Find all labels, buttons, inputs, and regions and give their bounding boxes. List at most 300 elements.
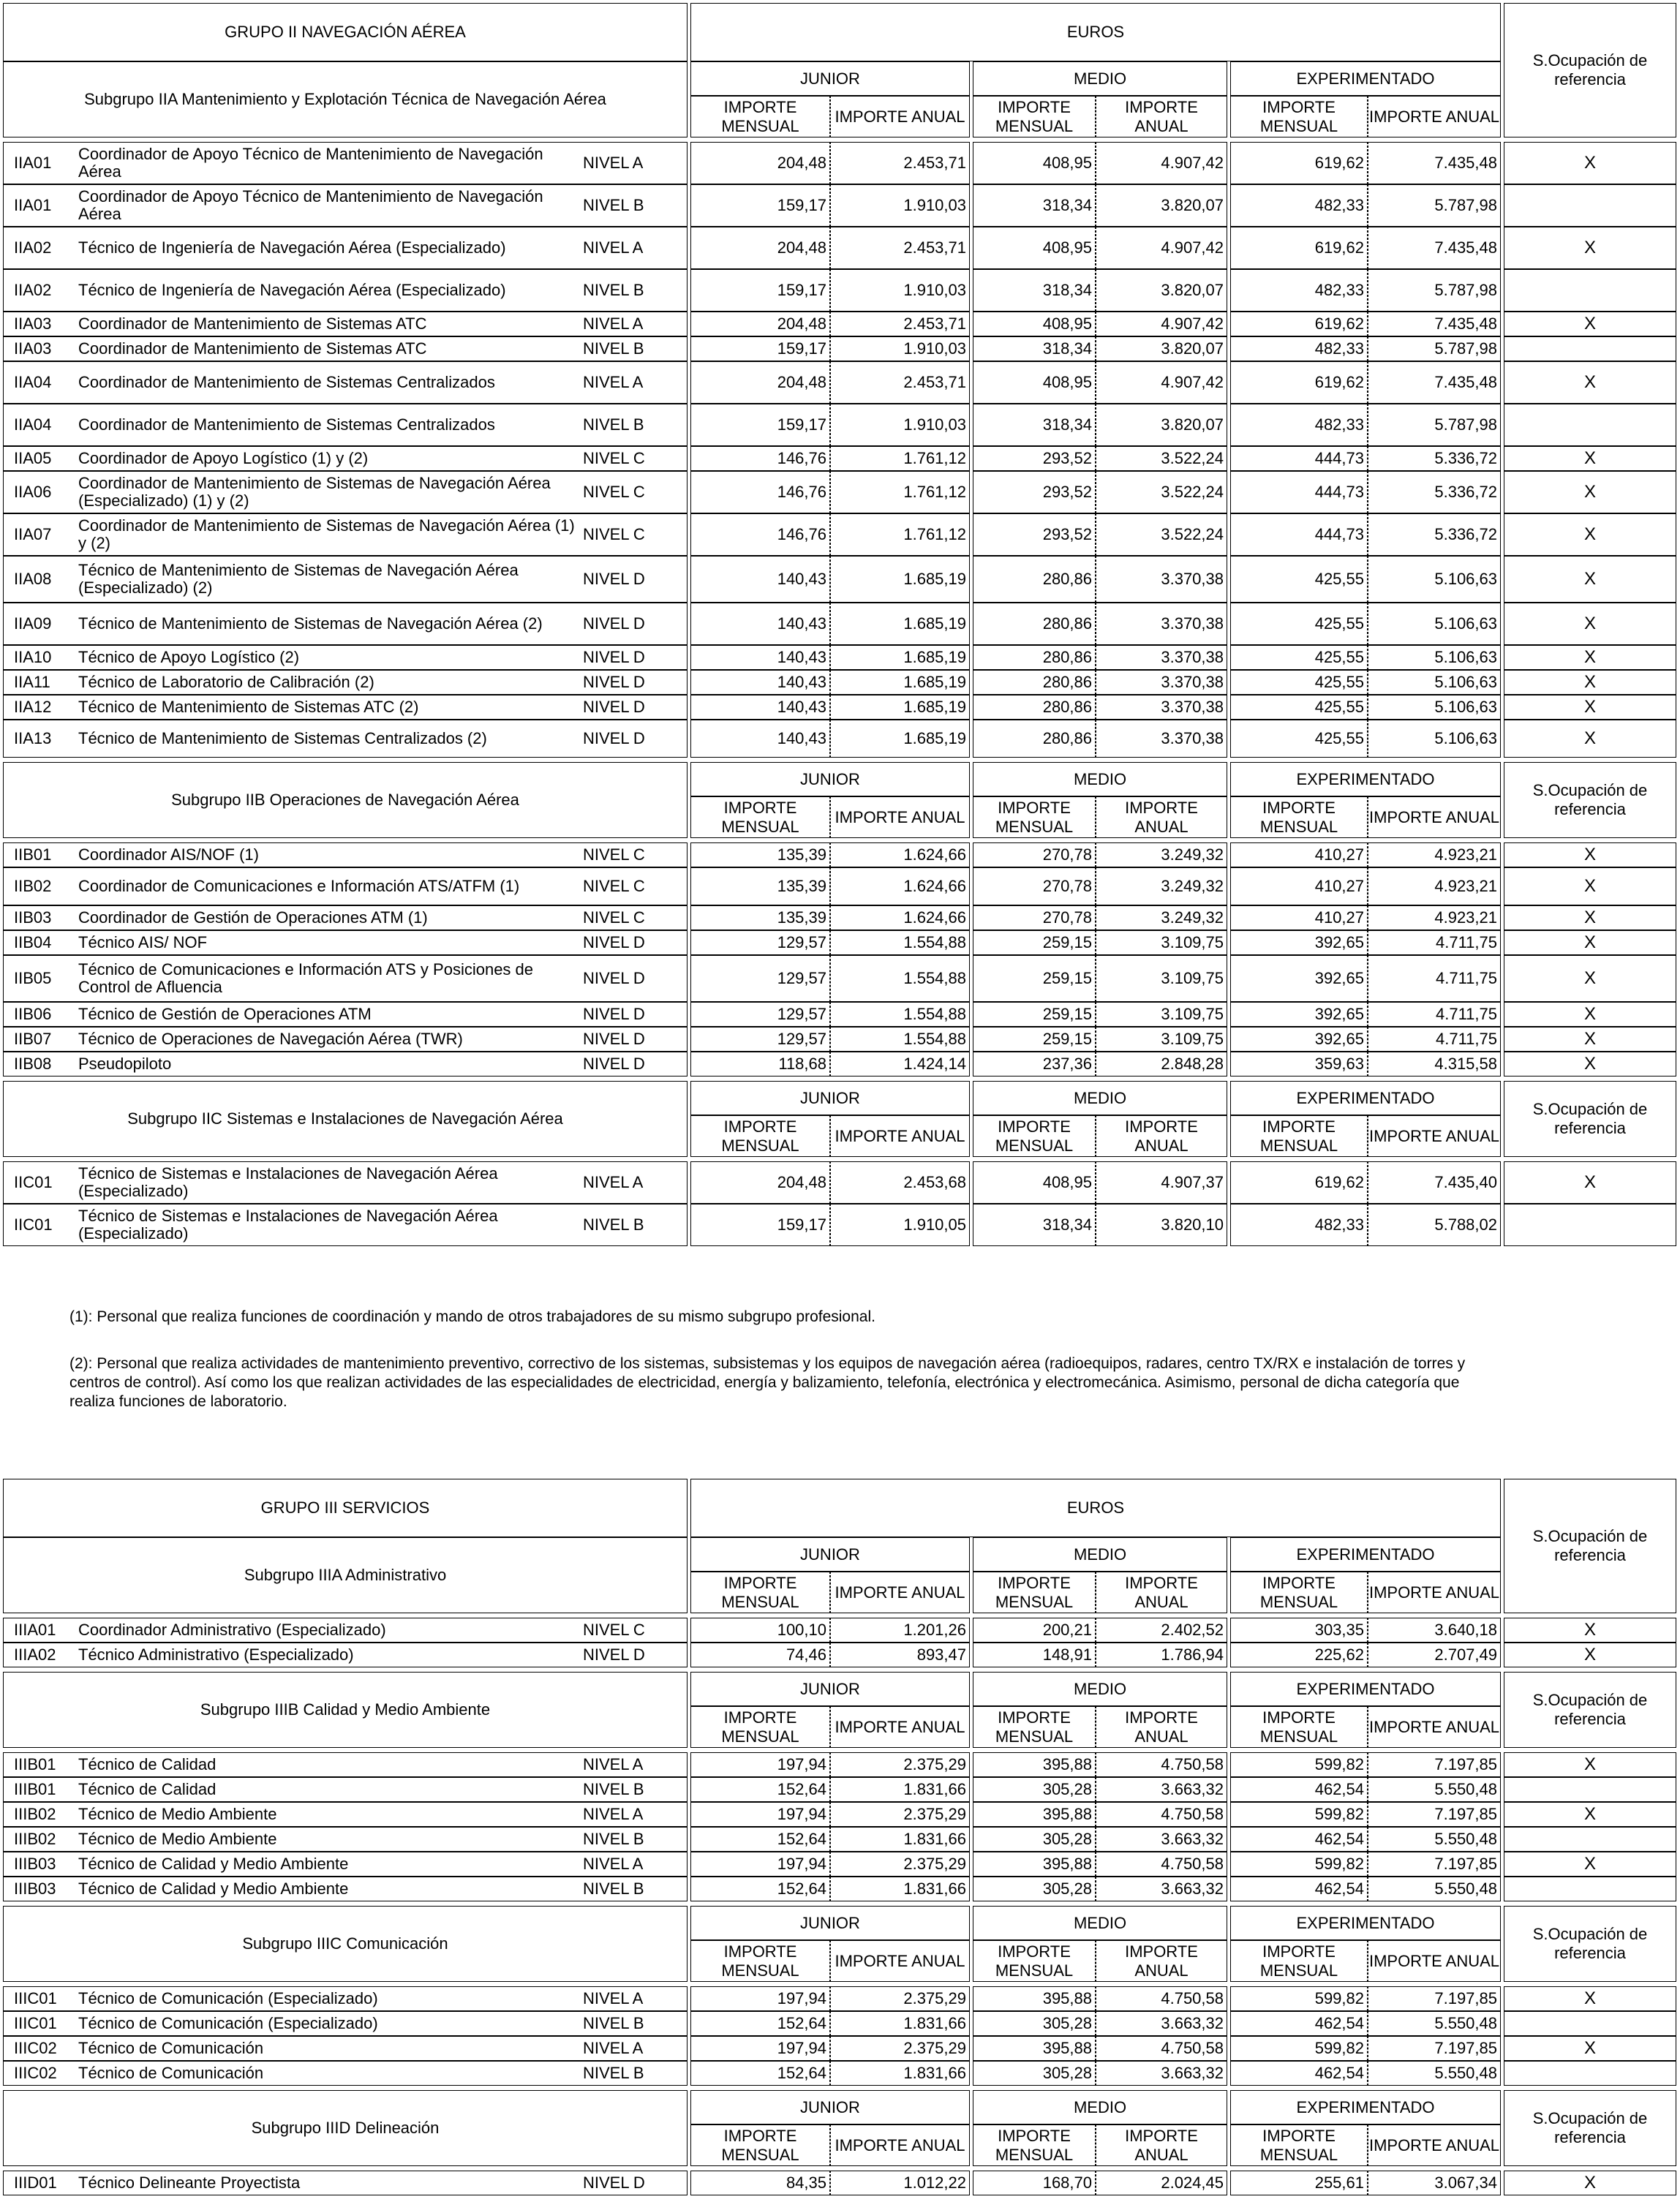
importe-anual-header: IMPORTE ANUAL bbox=[1368, 2124, 1501, 2166]
exp-mensual-value: 255,61 bbox=[1230, 2171, 1368, 2195]
junior-header: JUNIOR bbox=[690, 1537, 970, 1572]
footnote-2: (2): Personal que realiza actividades de mantenimiento preventivo, correctivo de los sistemas, subsistemas y los equipos de navegación aérea (radioequipos, radares, centro TX/RX e instalación de torres y centros de control). Así como los que realizan actividades de las especialidades de electricidad, energía y balizamiento, telefonía, electrónica y electromecánica. Asimismo, personal de dicha categoría que realiza funciones de laboratorio. bbox=[69, 1355, 1466, 1410]
junior-mensual-value: 152,64 bbox=[690, 1827, 830, 1852]
junior-anual-value: 1.685,19 bbox=[830, 645, 970, 670]
exp-anual-value: 4.711,75 bbox=[1368, 930, 1501, 955]
row-code: IIB08 bbox=[14, 1055, 52, 1073]
row-nivel: NIVEL A bbox=[583, 314, 644, 333]
importe-anual-header: IMPORTE ANUAL bbox=[1368, 1940, 1501, 1982]
junior-mensual-value: 146,76 bbox=[690, 446, 830, 471]
ocupacion-mark bbox=[1504, 404, 1676, 446]
row-description-cell bbox=[3, 361, 688, 404]
row-description-cell bbox=[3, 471, 688, 513]
junior-mensual-value: 118,68 bbox=[690, 1052, 830, 1077]
medio-anual-value: 4.907,42 bbox=[1096, 312, 1227, 336]
junior-anual-value: 2.375,29 bbox=[830, 1802, 970, 1827]
row-description-cell bbox=[3, 2171, 688, 2195]
junior-anual-value: 893,47 bbox=[830, 1643, 970, 1667]
exp-mensual-value: 425,55 bbox=[1230, 603, 1368, 645]
junior-anual-value: 1.910,03 bbox=[830, 269, 970, 312]
row-description: Técnico de Laboratorio de Calibración (2) bbox=[78, 673, 374, 691]
medio-anual-value: 3.820,07 bbox=[1096, 184, 1227, 227]
junior-anual-value: 1.554,88 bbox=[830, 1027, 970, 1052]
table-row bbox=[3, 720, 1676, 758]
row-description-cell bbox=[3, 404, 688, 446]
medio-anual-value: 3.249,32 bbox=[1096, 905, 1227, 930]
ocupacion-mark: X bbox=[1504, 603, 1676, 645]
medio-anual-value: 4.750,58 bbox=[1096, 1802, 1227, 1827]
medio-mensual-value: 280,86 bbox=[973, 603, 1096, 645]
ocupacion-mark: X bbox=[1504, 1802, 1676, 1827]
medio-mensual-value: 168,70 bbox=[973, 2171, 1096, 2195]
row-description: Técnico de Mantenimiento de Sistemas ATC (2) bbox=[78, 698, 419, 716]
row-nivel: NIVEL C bbox=[583, 877, 645, 895]
experimentado-header: EXPERIMENTADO bbox=[1230, 2090, 1501, 2124]
medio-mensual-value: 305,28 bbox=[973, 1777, 1096, 1802]
medio-anual-value: 4.750,58 bbox=[1096, 2036, 1227, 2061]
row-description: Técnico de Medio Ambiente bbox=[78, 1830, 277, 1848]
importe-anual-header: IMPORTE ANUAL bbox=[1096, 96, 1227, 137]
junior-mensual-value: 204,48 bbox=[690, 312, 830, 336]
row-description: Coordinador Administrativo (Especializado) bbox=[78, 1621, 386, 1639]
importe-mensual-header: IMPORTE MENSUAL bbox=[1230, 2124, 1368, 2166]
exp-mensual-value: 225,62 bbox=[1230, 1643, 1368, 1667]
table-row bbox=[3, 2011, 1676, 2036]
importe-mensual-header: IMPORTE MENSUAL bbox=[973, 2124, 1096, 2166]
exp-mensual-value: 462,54 bbox=[1230, 2061, 1368, 2086]
experimentado-header: EXPERIMENTADO bbox=[1230, 1906, 1501, 1940]
row-nivel: NIVEL C bbox=[583, 845, 645, 864]
ocupacion-mark bbox=[1504, 2011, 1676, 2036]
row-code: IIIB01 bbox=[14, 1755, 56, 1773]
row-description: Técnico de Sistemas e Instalaciones de Navegación Aérea (Especializado) bbox=[78, 1207, 498, 1243]
ocupacion-mark: X bbox=[1504, 720, 1676, 758]
importe-anual-header: IMPORTE ANUAL bbox=[1096, 1706, 1227, 1748]
row-code: IIA04 bbox=[14, 415, 52, 434]
table-row bbox=[3, 336, 1676, 361]
table-row bbox=[3, 184, 1676, 227]
exp-anual-value: 5.106,63 bbox=[1368, 645, 1501, 670]
table-row bbox=[3, 867, 1676, 905]
junior-mensual-value: 146,76 bbox=[690, 471, 830, 513]
row-nivel: NIVEL D bbox=[583, 969, 645, 987]
medio-mensual-value: 408,95 bbox=[973, 1161, 1096, 1204]
row-description-cell bbox=[3, 227, 688, 269]
ocupacion-header: S.Ocupación de referencia bbox=[1504, 762, 1676, 838]
row-code: IIA05 bbox=[14, 449, 52, 467]
medio-anual-value: 3.370,38 bbox=[1096, 695, 1227, 720]
ocupacion-header: S.Ocupación de referencia bbox=[1504, 2090, 1676, 2166]
row-description: Coordinador de Apoyo Técnico de Mantenimiento de Navegación Aérea bbox=[78, 145, 543, 181]
medio-anual-value: 4.750,58 bbox=[1096, 1752, 1227, 1777]
exp-anual-value: 5.550,48 bbox=[1368, 2061, 1501, 2086]
importe-anual-header: IMPORTE ANUAL bbox=[1096, 1940, 1227, 1982]
row-nivel: NIVEL D bbox=[583, 1645, 645, 1664]
euros-header: EUROS bbox=[690, 3, 1501, 61]
row-nivel: NIVEL D bbox=[583, 673, 645, 691]
medio-anual-value: 3.249,32 bbox=[1096, 842, 1227, 867]
junior-mensual-value: 140,43 bbox=[690, 603, 830, 645]
medio-header: MEDIO bbox=[973, 1906, 1227, 1940]
ocupacion-mark: X bbox=[1504, 361, 1676, 404]
table-row bbox=[3, 670, 1676, 695]
exp-mensual-value: 619,62 bbox=[1230, 361, 1368, 404]
medio-mensual-value: 305,28 bbox=[973, 1827, 1096, 1852]
exp-anual-value: 7.197,85 bbox=[1368, 1802, 1501, 1827]
row-description-cell bbox=[3, 142, 688, 184]
medio-anual-value: 4.750,58 bbox=[1096, 1852, 1227, 1877]
row-nivel: NIVEL B bbox=[583, 2064, 644, 2082]
junior-anual-value: 1.554,88 bbox=[830, 1002, 970, 1027]
row-description-cell bbox=[3, 556, 688, 603]
medio-mensual-value: 280,86 bbox=[973, 556, 1096, 603]
row-nivel: NIVEL D bbox=[583, 933, 645, 951]
row-description-cell bbox=[3, 842, 688, 867]
row-nivel: NIVEL B bbox=[583, 1830, 644, 1848]
medio-anual-value: 3.370,38 bbox=[1096, 645, 1227, 670]
medio-mensual-value: 395,88 bbox=[973, 1752, 1096, 1777]
junior-mensual-value: 204,48 bbox=[690, 361, 830, 404]
table-row bbox=[3, 1877, 1676, 1901]
ocupacion-mark: X bbox=[1504, 2171, 1676, 2195]
ocupacion-mark: X bbox=[1504, 471, 1676, 513]
importe-mensual-header: IMPORTE MENSUAL bbox=[690, 1706, 830, 1748]
junior-anual-value: 1.554,88 bbox=[830, 930, 970, 955]
row-description: Coordinador de Mantenimiento de Sistemas Centralizados bbox=[78, 415, 495, 434]
table-row bbox=[3, 1802, 1676, 1827]
junior-mensual-value: 197,94 bbox=[690, 1986, 830, 2011]
medio-anual-value: 3.522,24 bbox=[1096, 471, 1227, 513]
medio-mensual-value: 408,95 bbox=[973, 142, 1096, 184]
row-code: IIA01 bbox=[14, 154, 52, 172]
medio-anual-value: 3.522,24 bbox=[1096, 513, 1227, 556]
exp-anual-value: 7.197,85 bbox=[1368, 1852, 1501, 1877]
row-nivel: NIVEL B bbox=[583, 1215, 644, 1234]
row-code: IIA01 bbox=[14, 196, 52, 214]
junior-anual-value: 1.761,12 bbox=[830, 446, 970, 471]
junior-mensual-value: 129,57 bbox=[690, 1027, 830, 1052]
junior-mensual-value: 159,17 bbox=[690, 404, 830, 446]
row-description-cell bbox=[3, 720, 688, 758]
junior-anual-value: 1.624,66 bbox=[830, 905, 970, 930]
exp-anual-value: 7.435,40 bbox=[1368, 1161, 1501, 1204]
medio-anual-value: 2.024,45 bbox=[1096, 2171, 1227, 2195]
junior-anual-value: 1.685,19 bbox=[830, 695, 970, 720]
table-row bbox=[3, 312, 1676, 336]
medio-anual-value: 3.109,75 bbox=[1096, 1027, 1227, 1052]
exp-anual-value: 4.315,58 bbox=[1368, 1052, 1501, 1077]
exp-anual-value: 5.787,98 bbox=[1368, 336, 1501, 361]
junior-mensual-value: 159,17 bbox=[690, 184, 830, 227]
exp-mensual-value: 462,54 bbox=[1230, 1877, 1368, 1901]
junior-mensual-value: 140,43 bbox=[690, 720, 830, 758]
table-row bbox=[3, 1002, 1676, 1027]
row-description-cell bbox=[3, 2061, 688, 2086]
ocupacion-mark: X bbox=[1504, 1161, 1676, 1204]
row-nivel: NIVEL D bbox=[583, 729, 645, 747]
importe-mensual-header: IMPORTE MENSUAL bbox=[690, 2124, 830, 2166]
ocupacion-mark: X bbox=[1504, 1052, 1676, 1077]
junior-anual-value: 1.624,66 bbox=[830, 867, 970, 905]
row-nivel: NIVEL D bbox=[583, 1030, 645, 1048]
table-row bbox=[3, 955, 1676, 1002]
medio-mensual-value: 305,28 bbox=[973, 2061, 1096, 2086]
junior-mensual-value: 140,43 bbox=[690, 695, 830, 720]
importe-anual-header: IMPORTE ANUAL bbox=[830, 796, 970, 838]
medio-header: MEDIO bbox=[973, 1081, 1227, 1115]
row-description: Técnico de Mantenimiento de Sistemas Centralizados (2) bbox=[78, 729, 487, 747]
table-row bbox=[3, 1027, 1676, 1052]
row-code: IIA02 bbox=[14, 281, 52, 299]
importe-anual-header: IMPORTE ANUAL bbox=[830, 1706, 970, 1748]
importe-anual-header: IMPORTE ANUAL bbox=[1096, 1572, 1227, 1613]
importe-mensual-header: IMPORTE MENSUAL bbox=[973, 796, 1096, 838]
row-description: Técnico de Calidad bbox=[78, 1755, 216, 1773]
row-nivel: NIVEL A bbox=[583, 1173, 644, 1191]
ocupacion-mark: X bbox=[1504, 1643, 1676, 1667]
importe-mensual-header: IMPORTE MENSUAL bbox=[690, 796, 830, 838]
row-code: IIIC01 bbox=[14, 2014, 57, 2032]
row-code: IIA08 bbox=[14, 570, 52, 588]
junior-mensual-value: 100,10 bbox=[690, 1618, 830, 1643]
experimentado-header: EXPERIMENTADO bbox=[1230, 61, 1501, 96]
medio-mensual-value: 280,86 bbox=[973, 695, 1096, 720]
exp-mensual-value: 599,82 bbox=[1230, 1752, 1368, 1777]
footnotes bbox=[69, 1308, 1503, 1439]
exp-anual-value: 5.106,63 bbox=[1368, 670, 1501, 695]
junior-anual-value: 2.375,29 bbox=[830, 1852, 970, 1877]
junior-mensual-value: 146,76 bbox=[690, 513, 830, 556]
medio-header: MEDIO bbox=[973, 762, 1227, 796]
row-code: IIB01 bbox=[14, 845, 52, 864]
row-code: IIB07 bbox=[14, 1030, 52, 1048]
row-code: IIIA01 bbox=[14, 1621, 56, 1639]
medio-anual-value: 3.820,07 bbox=[1096, 269, 1227, 312]
medio-mensual-value: 280,86 bbox=[973, 645, 1096, 670]
row-description: Técnico de Medio Ambiente bbox=[78, 1805, 277, 1823]
ocupacion-mark: X bbox=[1504, 955, 1676, 1002]
row-description: Técnico de Apoyo Logístico (2) bbox=[78, 648, 300, 666]
row-nivel: NIVEL A bbox=[583, 1805, 644, 1823]
junior-mensual-value: 129,57 bbox=[690, 955, 830, 1002]
table-row bbox=[3, 1986, 1676, 2011]
junior-mensual-value: 152,64 bbox=[690, 2011, 830, 2036]
exp-anual-value: 5.550,48 bbox=[1368, 1777, 1501, 1802]
junior-anual-value: 1.910,03 bbox=[830, 336, 970, 361]
exp-mensual-value: 599,82 bbox=[1230, 2036, 1368, 2061]
importe-anual-header: IMPORTE ANUAL bbox=[1368, 796, 1501, 838]
subgroup-title: Subgrupo IIC Sistemas e Instalaciones de Navegación Aérea bbox=[3, 1081, 688, 1157]
row-nivel: NIVEL B bbox=[583, 196, 644, 214]
medio-header: MEDIO bbox=[973, 2090, 1227, 2124]
exp-anual-value: 5.106,63 bbox=[1368, 556, 1501, 603]
exp-mensual-value: 444,73 bbox=[1230, 446, 1368, 471]
junior-mensual-value: 140,43 bbox=[690, 670, 830, 695]
row-description: Técnico de Calidad bbox=[78, 1780, 216, 1798]
row-code: IIC01 bbox=[14, 1173, 53, 1191]
row-description-cell bbox=[3, 1002, 688, 1027]
exp-mensual-value: 444,73 bbox=[1230, 513, 1368, 556]
medio-anual-value: 3.370,38 bbox=[1096, 603, 1227, 645]
junior-anual-value: 1.831,66 bbox=[830, 1777, 970, 1802]
medio-anual-value: 3.522,24 bbox=[1096, 446, 1227, 471]
row-code: IIIB02 bbox=[14, 1805, 56, 1823]
group-title: GRUPO II NAVEGACIÓN AÉREA bbox=[3, 3, 688, 61]
row-code: IIA03 bbox=[14, 314, 52, 333]
medio-mensual-value: 408,95 bbox=[973, 361, 1096, 404]
importe-mensual-header: IMPORTE MENSUAL bbox=[973, 1940, 1096, 1982]
junior-mensual-value: 135,39 bbox=[690, 842, 830, 867]
medio-header: MEDIO bbox=[973, 1537, 1227, 1572]
junior-anual-value: 1.910,03 bbox=[830, 404, 970, 446]
importe-mensual-header: IMPORTE MENSUAL bbox=[690, 1940, 830, 1982]
medio-header: MEDIO bbox=[973, 61, 1227, 96]
ocupacion-mark: X bbox=[1504, 1852, 1676, 1877]
row-nivel: NIVEL B bbox=[583, 1780, 644, 1798]
row-description-cell bbox=[3, 930, 688, 955]
table-row bbox=[3, 842, 1676, 867]
medio-anual-value: 3.820,07 bbox=[1096, 336, 1227, 361]
exp-anual-value: 5.106,63 bbox=[1368, 720, 1501, 758]
exp-mensual-value: 599,82 bbox=[1230, 1802, 1368, 1827]
exp-mensual-value: 410,27 bbox=[1230, 905, 1368, 930]
ocupacion-mark: X bbox=[1504, 645, 1676, 670]
medio-mensual-value: 318,34 bbox=[973, 1204, 1096, 1246]
row-description: Coordinador de Gestión de Operaciones ATM (1) bbox=[78, 908, 428, 927]
medio-mensual-value: 305,28 bbox=[973, 1877, 1096, 1901]
exp-anual-value: 5.787,98 bbox=[1368, 269, 1501, 312]
table-row bbox=[3, 513, 1676, 556]
footnote-1: (1): Personal que realiza funciones de coordinación y mando de otros trabajadores de su mismo subgrupo profesional. bbox=[69, 1308, 875, 1325]
row-nivel: NIVEL B bbox=[583, 1879, 644, 1898]
row-code: IIB02 bbox=[14, 877, 52, 895]
exp-anual-value: 4.711,75 bbox=[1368, 1002, 1501, 1027]
exp-anual-value: 5.336,72 bbox=[1368, 446, 1501, 471]
medio-anual-value: 3.249,32 bbox=[1096, 867, 1227, 905]
table-row bbox=[3, 361, 1676, 404]
medio-mensual-value: 270,78 bbox=[973, 842, 1096, 867]
medio-mensual-value: 280,86 bbox=[973, 720, 1096, 758]
medio-anual-value: 3.663,32 bbox=[1096, 1877, 1227, 1901]
subgroup-title: Subgrupo IIID Delineación bbox=[3, 2090, 688, 2166]
medio-mensual-value: 318,34 bbox=[973, 404, 1096, 446]
row-nivel: NIVEL D bbox=[583, 570, 645, 588]
importe-anual-header: IMPORTE ANUAL bbox=[1368, 96, 1501, 137]
row-description-cell bbox=[3, 1204, 688, 1246]
medio-mensual-value: 408,95 bbox=[973, 312, 1096, 336]
exp-mensual-value: 425,55 bbox=[1230, 695, 1368, 720]
medio-header: MEDIO bbox=[973, 1672, 1227, 1706]
row-code: IIIA02 bbox=[14, 1645, 56, 1664]
row-description: Coordinador de Mantenimiento de Sistemas de Navegación Aérea (Especializado) (1) y (2) bbox=[78, 474, 551, 510]
junior-mensual-value: 152,64 bbox=[690, 1877, 830, 1901]
medio-anual-value: 3.109,75 bbox=[1096, 930, 1227, 955]
row-description-cell bbox=[3, 513, 688, 556]
row-code: IIA10 bbox=[14, 648, 52, 666]
grupo-iii-table bbox=[3, 1479, 1676, 2195]
table-row bbox=[3, 1052, 1676, 1077]
ocupacion-mark bbox=[1504, 269, 1676, 312]
row-description: Técnico Delineante Proyectista bbox=[78, 2173, 301, 2192]
importe-mensual-header: IMPORTE MENSUAL bbox=[690, 1115, 830, 1157]
medio-anual-value: 3.109,75 bbox=[1096, 1002, 1227, 1027]
row-code: IIA02 bbox=[14, 238, 52, 257]
medio-anual-value: 3.370,38 bbox=[1096, 556, 1227, 603]
exp-mensual-value: 482,33 bbox=[1230, 269, 1368, 312]
ocupacion-mark bbox=[1504, 1827, 1676, 1852]
ocupacion-mark: X bbox=[1504, 930, 1676, 955]
exp-mensual-value: 425,55 bbox=[1230, 720, 1368, 758]
medio-anual-value: 3.663,32 bbox=[1096, 1777, 1227, 1802]
row-nivel: NIVEL C bbox=[583, 483, 645, 501]
exp-anual-value: 4.923,21 bbox=[1368, 842, 1501, 867]
row-description: Técnico de Sistemas e Instalaciones de Navegación Aérea (Especializado) bbox=[78, 1164, 498, 1200]
row-description-cell bbox=[3, 1643, 688, 1667]
ocupacion-mark: X bbox=[1504, 905, 1676, 930]
row-description-cell bbox=[3, 336, 688, 361]
importe-anual-header: IMPORTE ANUAL bbox=[1096, 1115, 1227, 1157]
medio-mensual-value: 293,52 bbox=[973, 471, 1096, 513]
ocupacion-mark: X bbox=[1504, 312, 1676, 336]
experimentado-header: EXPERIMENTADO bbox=[1230, 1537, 1501, 1572]
junior-anual-value: 1.761,12 bbox=[830, 513, 970, 556]
junior-anual-value: 1.910,03 bbox=[830, 184, 970, 227]
row-code: IIIB01 bbox=[14, 1780, 56, 1798]
exp-mensual-value: 462,54 bbox=[1230, 1827, 1368, 1852]
junior-mensual-value: 197,94 bbox=[690, 1802, 830, 1827]
ocupacion-mark: X bbox=[1504, 1618, 1676, 1643]
exp-mensual-value: 425,55 bbox=[1230, 556, 1368, 603]
junior-anual-value: 1.831,66 bbox=[830, 2061, 970, 2086]
exp-mensual-value: 410,27 bbox=[1230, 867, 1368, 905]
medio-mensual-value: 148,91 bbox=[973, 1643, 1096, 1667]
junior-anual-value: 1.685,19 bbox=[830, 720, 970, 758]
exp-anual-value: 5.106,63 bbox=[1368, 603, 1501, 645]
row-code: IIIC02 bbox=[14, 2039, 57, 2057]
exp-anual-value: 4.711,75 bbox=[1368, 955, 1501, 1002]
junior-header: JUNIOR bbox=[690, 762, 970, 796]
table-row bbox=[3, 2061, 1676, 2086]
ocupacion-mark: X bbox=[1504, 556, 1676, 603]
row-description-cell bbox=[3, 1827, 688, 1852]
importe-mensual-header: IMPORTE MENSUAL bbox=[1230, 1572, 1368, 1613]
importe-anual-header: IMPORTE ANUAL bbox=[1368, 1572, 1501, 1613]
exp-anual-value: 4.923,21 bbox=[1368, 867, 1501, 905]
row-nivel: NIVEL A bbox=[583, 1755, 644, 1773]
ocupacion-mark: X bbox=[1504, 695, 1676, 720]
exp-mensual-value: 599,82 bbox=[1230, 1852, 1368, 1877]
exp-anual-value: 7.197,85 bbox=[1368, 2036, 1501, 2061]
ocupacion-mark: X bbox=[1504, 227, 1676, 269]
ocupacion-mark bbox=[1504, 1777, 1676, 1802]
junior-anual-value: 2.453,71 bbox=[830, 142, 970, 184]
row-nivel: NIVEL D bbox=[583, 1005, 645, 1023]
row-description: Técnico de Comunicaciones e Información ATS y Posiciones de Control de Afluencia bbox=[78, 960, 534, 996]
row-description-cell bbox=[3, 1052, 688, 1077]
table-row bbox=[3, 695, 1676, 720]
row-nivel: NIVEL A bbox=[583, 154, 644, 172]
table-row bbox=[3, 269, 1676, 312]
table-row bbox=[3, 227, 1676, 269]
table-row bbox=[3, 471, 1676, 513]
junior-mensual-value: 140,43 bbox=[690, 645, 830, 670]
importe-mensual-header: IMPORTE MENSUAL bbox=[1230, 796, 1368, 838]
junior-header: JUNIOR bbox=[690, 1906, 970, 1940]
row-description-cell bbox=[3, 1752, 688, 1777]
exp-anual-value: 5.550,48 bbox=[1368, 1827, 1501, 1852]
junior-mensual-value: 135,39 bbox=[690, 867, 830, 905]
table-row bbox=[3, 142, 1676, 184]
